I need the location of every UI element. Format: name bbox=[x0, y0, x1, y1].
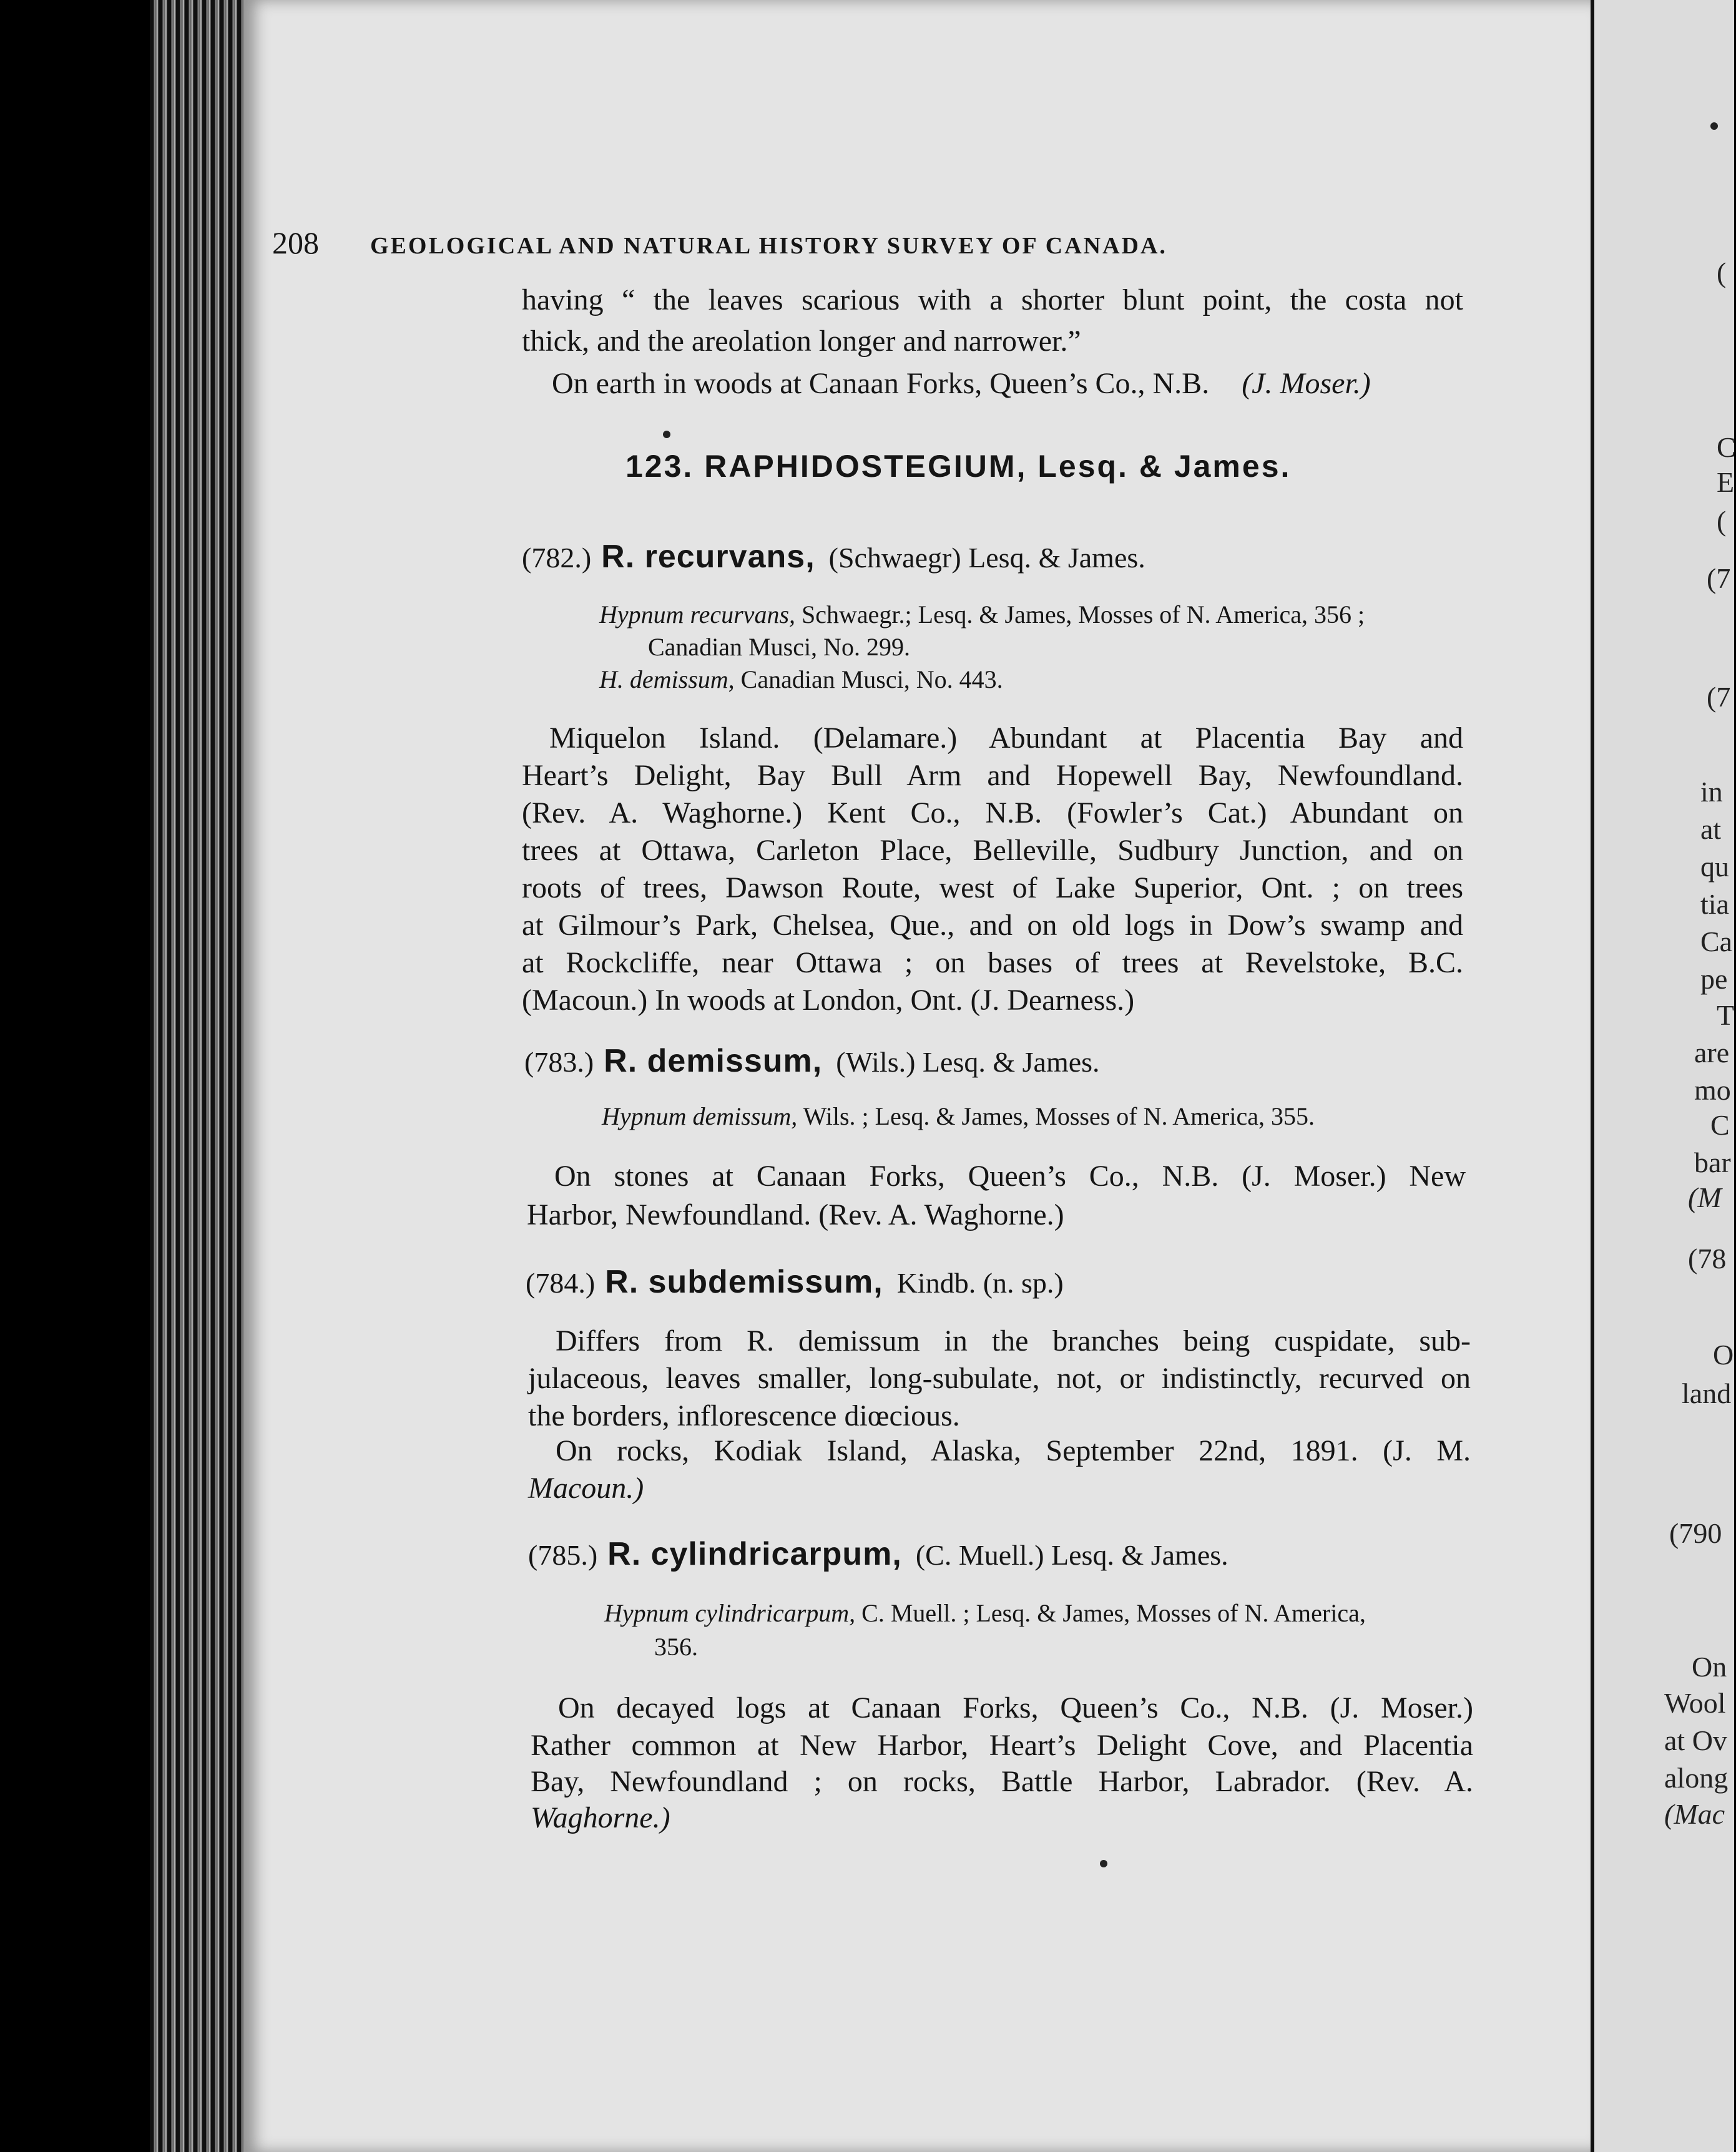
synonym-line: Hypnum cylindricarpum, C. Muell. ; Lesq. & James, Mosses of N. America, bbox=[604, 1599, 1366, 1627]
entry-783-text: Harbor, Newfoundland. (Rev. A. Waghorne.) bbox=[527, 1198, 1064, 1231]
entry-782-text: Heart’s Delight, Bay Bull Arm and Hopewell Bay, Newfoundland. bbox=[522, 759, 1463, 792]
adjacent-page-fragment: (7 bbox=[1707, 681, 1731, 713]
book-edge bbox=[150, 0, 243, 2152]
entry-784-text: Differs from R. demissum in the branches being cuspidate, sub- bbox=[556, 1324, 1471, 1357]
adjacent-page-fragment: C bbox=[1717, 431, 1736, 463]
page-header bbox=[272, 225, 1167, 261]
adjacent-page-fragment: (78 bbox=[1688, 1243, 1727, 1274]
page-number: 208 bbox=[272, 225, 319, 260]
adjacent-page-fragment: (Mac bbox=[1664, 1798, 1725, 1830]
adjacent-page-fragment: in bbox=[1700, 776, 1723, 808]
entry-783-text: On stones at Canaan Forks, Queen’s Co., N.B. (J. Moser.) New bbox=[554, 1160, 1466, 1193]
synonym-line: Canadian Musci, No. 299. bbox=[648, 633, 910, 661]
synonym-line: H. demissum, Canadian Musci, No. 443. bbox=[599, 665, 1003, 693]
adjacent-page-fragment: (7 bbox=[1707, 562, 1731, 594]
entry-785-heading: (785.) R. cylindricarpum, (C. Muell.) Lesq. & James. bbox=[528, 1536, 1228, 1572]
entry-785-text: Waghorne.) bbox=[531, 1801, 670, 1834]
adjacent-page bbox=[1591, 0, 1734, 2152]
adjacent-page-fragment: qu bbox=[1700, 851, 1729, 883]
entry-785-text: Rather common at New Harbor, Heart’s Delight Cove, and Placentia bbox=[531, 1729, 1473, 1762]
adjacent-page-fragment: (M bbox=[1688, 1181, 1722, 1213]
species-name: R. subdemissum, bbox=[605, 1264, 883, 1300]
adjacent-page-fragment: bar bbox=[1694, 1147, 1731, 1178]
entry-782-text: (Macoun.) In woods at London, Ont. (J. Dearness.) bbox=[522, 984, 1135, 1017]
species-name: R. demissum, bbox=[604, 1043, 823, 1079]
adjacent-page-fragment: O bbox=[1713, 1339, 1734, 1371]
adjacent-page-fragment: pe bbox=[1700, 963, 1728, 995]
entry-784-text: Macoun.) bbox=[528, 1472, 644, 1505]
adjacent-page-fragment: tia bbox=[1700, 888, 1729, 920]
adjacent-page-fragment: (790 bbox=[1669, 1517, 1722, 1549]
adjacent-page-fragment: On bbox=[1692, 1651, 1727, 1683]
entry-783-heading: (783.) R. demissum, (Wils.) Lesq. & James. bbox=[524, 1043, 1100, 1079]
entry-785-text: Bay, Newfoundland ; on rocks, Battle Harbor, Labrador. (Rev. A. bbox=[531, 1765, 1473, 1798]
entry-782-heading: (782.) R. recurvans, (Schwaegr) Lesq. & James. bbox=[522, 539, 1145, 575]
entry-782-text: at Gilmour’s Park, Chelsea, Que., and on old logs in Dow’s swamp and bbox=[522, 909, 1463, 942]
entry-782-text: trees at Ottawa, Carleton Place, Belleville, Sudbury Junction, and on bbox=[522, 834, 1463, 867]
adjacent-page-fragment: Ca bbox=[1700, 926, 1733, 957]
adjacent-page-fragment: ( bbox=[1717, 257, 1727, 288]
entry-784-text: the borders, inflorescence diœcious. bbox=[528, 1399, 960, 1432]
intro-line-3: On earth in woods at Canaan Forks, Queen’s Co., N.B. (J. Moser.) bbox=[552, 367, 1371, 400]
ink-dot bbox=[1100, 1860, 1107, 1867]
intro-line-1: having “ the leaves scarious with a shorter blunt point, the costa not bbox=[522, 283, 1463, 316]
adjacent-page-fragment: land bbox=[1682, 1377, 1732, 1409]
ink-dot bbox=[663, 431, 670, 438]
adjacent-page-fragment: along bbox=[1664, 1762, 1729, 1794]
adjacent-page-fragment: E bbox=[1717, 466, 1735, 498]
species-name: R. recurvans, bbox=[601, 539, 815, 575]
ink-dot bbox=[1710, 122, 1718, 130]
intro-line-2: thick, and the areolation longer and narrower.” bbox=[522, 325, 1081, 358]
entry-782-text: (Rev. A. Waghorne.) Kent Co., N.B. (Fowler’s Cat.) Abundant on bbox=[522, 796, 1463, 829]
synonym-line: 356. bbox=[654, 1633, 698, 1661]
adjacent-page-fragment: at Ov bbox=[1664, 1724, 1727, 1756]
adjacent-page-fragment: ( bbox=[1717, 505, 1727, 537]
running-head: GEOLOGICAL AND NATURAL HISTORY SURVEY OF CANADA. bbox=[370, 233, 1167, 259]
entry-782-text: at Rockcliffe, near Ottawa ; on bases of trees at Revelstoke, B.C. bbox=[522, 946, 1463, 979]
entry-782-text: roots of trees, Dawson Route, west of Lake Superior, Ont. ; on trees bbox=[522, 871, 1463, 904]
entry-782-text: Miquelon Island. (Delamare.) Abundant at Placentia Bay and bbox=[549, 721, 1463, 755]
adjacent-page-fragment: C bbox=[1710, 1109, 1730, 1141]
adjacent-page-fragment: T bbox=[1717, 999, 1735, 1031]
adjacent-page-fragment: are bbox=[1694, 1037, 1730, 1069]
adjacent-page-fragment: Wool bbox=[1664, 1687, 1726, 1719]
synonym-line: Hypnum demissum, Wils. ; Lesq. & James, Mosses of N. America, 355. bbox=[602, 1102, 1315, 1130]
species-name: R. cylindricarpum, bbox=[607, 1536, 902, 1572]
entry-784-text: julaceous, leaves smaller, long-subulate, not, or indistinctly, recurved on bbox=[528, 1362, 1471, 1395]
adjacent-page-fragment: mo bbox=[1694, 1074, 1731, 1106]
section-title: 123. RAPHIDOSTEGIUM, Lesq. & James. bbox=[625, 449, 1292, 484]
entry-784-text: On rocks, Kodiak Island, Alaska, September 22nd, 1891. (J. M. bbox=[556, 1434, 1471, 1467]
entry-784-heading: (784.) R. subdemissum, Kindb. (n. sp.) bbox=[526, 1264, 1064, 1300]
synonym-line: Hypnum recurvans, Schwaegr.; Lesq. & James, Mosses of N. America, 356 ; bbox=[599, 600, 1365, 628]
adjacent-page-fragment: at bbox=[1700, 813, 1722, 845]
entry-785-text: On decayed logs at Canaan Forks, Queen’s Co., N.B. (J. Moser.) bbox=[558, 1691, 1473, 1724]
